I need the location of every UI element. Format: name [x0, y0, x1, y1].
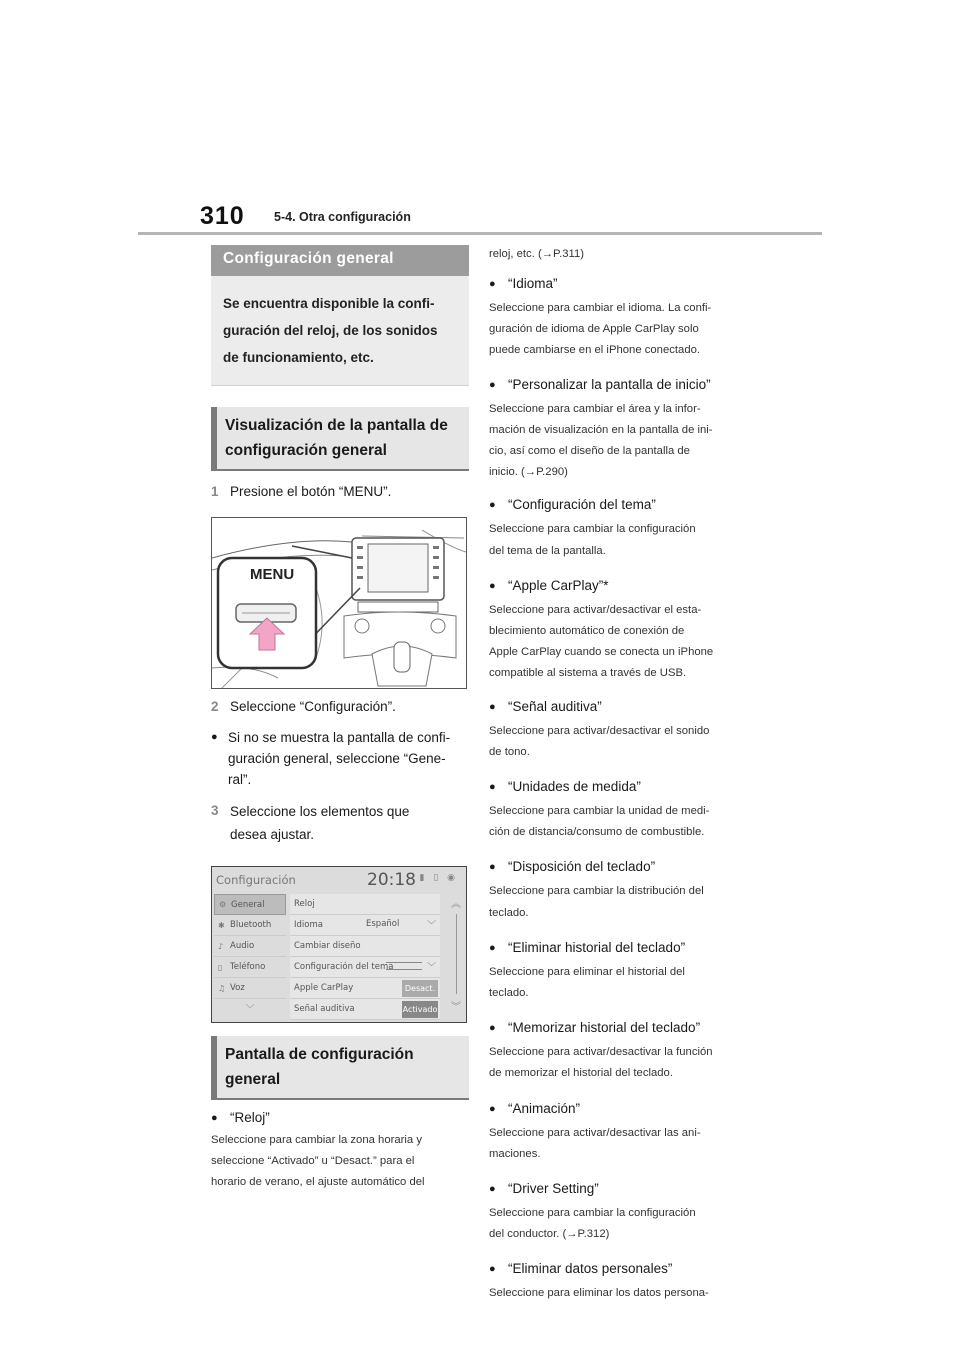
- item-title: [489, 576, 751, 596]
- step-text: Presione el botón “MENU”.: [230, 484, 392, 499]
- row-label: Cambiar diseño: [294, 941, 361, 951]
- chevron-down-icon: ﹀: [426, 921, 436, 931]
- settings-row-reloj: [290, 894, 440, 915]
- bullet-line: guración general, seleccione “Gene-: [228, 751, 446, 766]
- bluetooth-icon: ✱: [218, 920, 225, 930]
- chevron-down-icon: ﹀: [245, 1005, 255, 1015]
- intro-line: guración del reloj, de los sonidos: [223, 323, 438, 338]
- row-label: Configuración del tema: [294, 962, 394, 972]
- menu-label: MENU: [250, 566, 295, 583]
- bullet-icon: ●: [489, 1022, 496, 1035]
- row-label: Señal auditiva: [294, 1004, 355, 1014]
- item-title: [489, 1259, 751, 1279]
- item-title-text: “Eliminar datos personales”: [508, 1261, 673, 1277]
- bullet-icon: ●: [211, 1112, 218, 1124]
- desc-line: de memorizar el historial del teclado.: [489, 1067, 673, 1080]
- voice-icon: ♫: [218, 983, 226, 993]
- sidebar-item-label: Voz: [230, 983, 245, 993]
- desc-line: Seleccione para cambiar la configuración: [489, 1207, 696, 1220]
- step-text: desea ajustar.: [230, 827, 315, 842]
- continuation-text: reloj, etc. (→P.311): [489, 248, 585, 260]
- step-number: 3: [211, 803, 219, 818]
- item-title: [489, 777, 751, 797]
- desc-line: Seleccione para activar/desactivar la función: [489, 1046, 713, 1059]
- settings-row-idioma: [290, 915, 440, 936]
- bullet-icon: ●: [489, 700, 496, 713]
- item-title-text: “Memorizar historial del teclado”: [508, 1020, 701, 1036]
- row-label: Reloj: [294, 899, 315, 909]
- desc-line: Seleccione para cambiar la zona horaria y: [211, 1134, 422, 1146]
- bullet-icon: ●: [489, 1263, 496, 1276]
- header-rule: [138, 232, 822, 235]
- item-title-text: “Personalizar la pantalla de inicio”: [508, 376, 711, 392]
- chevron-down-icon: ﹀: [426, 963, 436, 973]
- sidebar-item-label: Audio: [230, 941, 255, 951]
- step-text: Seleccione los elementos que: [230, 804, 410, 819]
- sidebar-item-bluetooth: [214, 915, 286, 936]
- item-title-text: “Señal auditiva”: [508, 698, 602, 714]
- desc-line: guración de idioma de Apple CarPlay solo: [489, 323, 699, 336]
- screen-sidebar: [214, 894, 286, 1015]
- desc-line: teclado.: [489, 906, 529, 919]
- item-reloj-desc: [211, 1130, 469, 1194]
- desc-line: maciones.: [489, 1147, 541, 1160]
- bullet-icon: ●: [489, 1183, 496, 1196]
- heading-visualizacion: [211, 407, 469, 471]
- row-label: Apple CarPlay: [294, 983, 354, 993]
- desc-line: inicio. (→P.290): [489, 466, 568, 479]
- desc-line: ción de distancia/consumo de combustible.: [489, 826, 705, 839]
- phone-icon: ▯: [218, 962, 223, 972]
- bullet-note: [211, 727, 469, 790]
- settings-screen-illustration: [211, 866, 467, 1023]
- gear-icon: ⚙: [219, 900, 227, 909]
- status-badge: Desact.: [402, 980, 438, 997]
- row-value: Español: [366, 919, 400, 929]
- step-text: Seleccione “Configuración”.: [230, 699, 396, 714]
- desc-line: Seleccione para eliminar los datos persona-: [489, 1287, 709, 1300]
- heading-line: Pantalla de configuración: [225, 1046, 414, 1063]
- status-icons: ▮ ▯ ◉: [419, 873, 458, 883]
- item-reloj-title: [211, 1108, 469, 1128]
- screen-settings-list: [290, 894, 440, 1020]
- item-title: [489, 1179, 751, 1199]
- item-title: [489, 495, 751, 515]
- bullet-icon: ●: [489, 1102, 496, 1115]
- desc-line: blecimiento automático de conexión de: [489, 625, 685, 638]
- item-title: [489, 1018, 751, 1038]
- theme-preview: [386, 962, 422, 970]
- bullet-icon: ●: [489, 499, 496, 512]
- menu-button-illustration: [211, 517, 467, 689]
- step-number: 2: [211, 699, 219, 714]
- scroll-track: [456, 914, 457, 994]
- bullet-icon: ●: [211, 731, 218, 743]
- desc-line: puede cambiarse en el iPhone conectado.: [489, 344, 701, 357]
- desc-line: Seleccione para cambiar la configuración: [489, 523, 696, 536]
- step-1: [211, 481, 469, 502]
- bullet-line: Si no se muestra la pantalla de confi-: [228, 730, 451, 745]
- desc-line: seleccione “Activado” u “Desact.” para el: [211, 1155, 415, 1168]
- sidebar-item-label: Bluetooth: [230, 920, 272, 930]
- item-title: [489, 375, 751, 395]
- desc-line: Apple CarPlay cuando se conecta un iPhone: [489, 646, 714, 659]
- heading-configuracion-general: Configuración general: [211, 245, 469, 276]
- bullet-line: ral”.: [228, 772, 252, 787]
- settings-row-tema: [290, 957, 440, 978]
- item-title: [489, 857, 751, 877]
- bullet-icon: ●: [489, 579, 496, 592]
- intro-line: de funcionamiento, etc.: [223, 350, 374, 365]
- settings-items-list: [489, 274, 751, 1305]
- chevron-down-icon: ︾: [451, 1002, 461, 1013]
- row-label: Idioma: [294, 920, 323, 930]
- desc-line: mación de visualización en la pantalla de ini-: [489, 423, 713, 436]
- desc-line: Seleccione para activar/desactivar el esta-: [489, 603, 702, 616]
- sidebar-item-telefono: [214, 957, 286, 978]
- heading-line: Visualización de la pantalla de: [225, 417, 448, 434]
- desc-line: del conductor. (→P.312): [489, 1228, 610, 1241]
- item-title-text: “Disposición del teclado”: [508, 859, 656, 875]
- item-title-text: “Idioma”: [508, 276, 558, 291]
- item-title: [489, 697, 751, 717]
- step-3: [211, 800, 469, 846]
- sidebar-item-audio: [214, 936, 286, 957]
- intro-box: [211, 276, 469, 386]
- desc-line: Seleccione para cambiar la unidad de medi-: [489, 805, 710, 818]
- bullet-icon: ●: [489, 278, 496, 290]
- desc-line: Seleccione para cambiar la distribución del: [489, 885, 704, 898]
- desc-line: de tono.: [489, 745, 530, 758]
- desc-line: Seleccione para cambiar el área y la infor-: [489, 402, 701, 415]
- step-2: [211, 696, 469, 717]
- heading-pantalla-config: [211, 1036, 469, 1100]
- item-title-text: “Apple CarPlay”*: [508, 577, 609, 593]
- heading-line: general: [225, 1071, 281, 1088]
- heading-line: configuración general: [225, 442, 387, 459]
- screen-title: Configuración: [216, 873, 296, 887]
- item-title-text: “Unidades de medida”: [508, 779, 641, 795]
- bullet-icon: ●: [489, 781, 496, 794]
- settings-row-apple-carplay: [290, 978, 440, 999]
- desc-line: teclado.: [489, 987, 529, 1000]
- status-badge: Activado: [402, 1001, 438, 1018]
- item-title-text: “Eliminar historial del teclado”: [508, 939, 686, 955]
- section-title: 5-4. Otra configuración: [274, 210, 411, 224]
- desc-line: cio, así como el diseño de la pantalla de: [489, 445, 690, 458]
- intro-line: Se encuentra disponible la confi-: [223, 296, 435, 311]
- screen-scrollbar: [449, 895, 463, 1013]
- desc-line: Seleccione para activar/desactivar el sonido: [489, 724, 710, 737]
- item-title-text: “Animación”: [508, 1100, 581, 1116]
- sidebar-item-label: Teléfono: [230, 962, 266, 972]
- sidebar-item-general: [214, 894, 286, 915]
- desc-line: Seleccione para cambiar el idioma. La confi-: [489, 302, 712, 314]
- desc-line: del tema de la pantalla.: [489, 544, 606, 557]
- settings-row-cambiar-diseno: [290, 936, 440, 957]
- left-column: [211, 245, 469, 1194]
- desc-line: compatible al sistema a través de USB.: [489, 667, 687, 680]
- bullet-icon: ●: [489, 941, 496, 954]
- item-title-text: “Reloj”: [230, 1110, 270, 1125]
- desc-line: Seleccione para eliminar el historial del: [489, 965, 685, 978]
- step-number: 1: [211, 484, 219, 499]
- chevron-up-icon: ︽: [451, 899, 461, 910]
- dashboard-drawing: [212, 518, 467, 689]
- settings-row-senal-auditiva: [290, 999, 440, 1020]
- sidebar-item-voz: [214, 978, 286, 999]
- page-number: 310: [200, 202, 245, 230]
- item-title: [489, 938, 751, 958]
- bullet-icon: ●: [489, 861, 496, 874]
- item-title: [489, 1099, 751, 1119]
- item-title-text: “Configuración del tema”: [508, 497, 656, 513]
- desc-line: horario de verano, el ajuste automático del: [211, 1176, 425, 1189]
- sidebar-item-label: General: [231, 899, 265, 910]
- music-note-icon: ♪: [218, 941, 224, 951]
- item-title-text: “Driver Setting”: [508, 1181, 599, 1197]
- screen-clock: 20:18: [367, 870, 416, 890]
- right-column: [489, 245, 751, 1305]
- desc-line: Seleccione para activar/desactivar las ani-: [489, 1126, 701, 1139]
- item-title: [489, 274, 751, 294]
- bullet-icon: ●: [489, 378, 496, 391]
